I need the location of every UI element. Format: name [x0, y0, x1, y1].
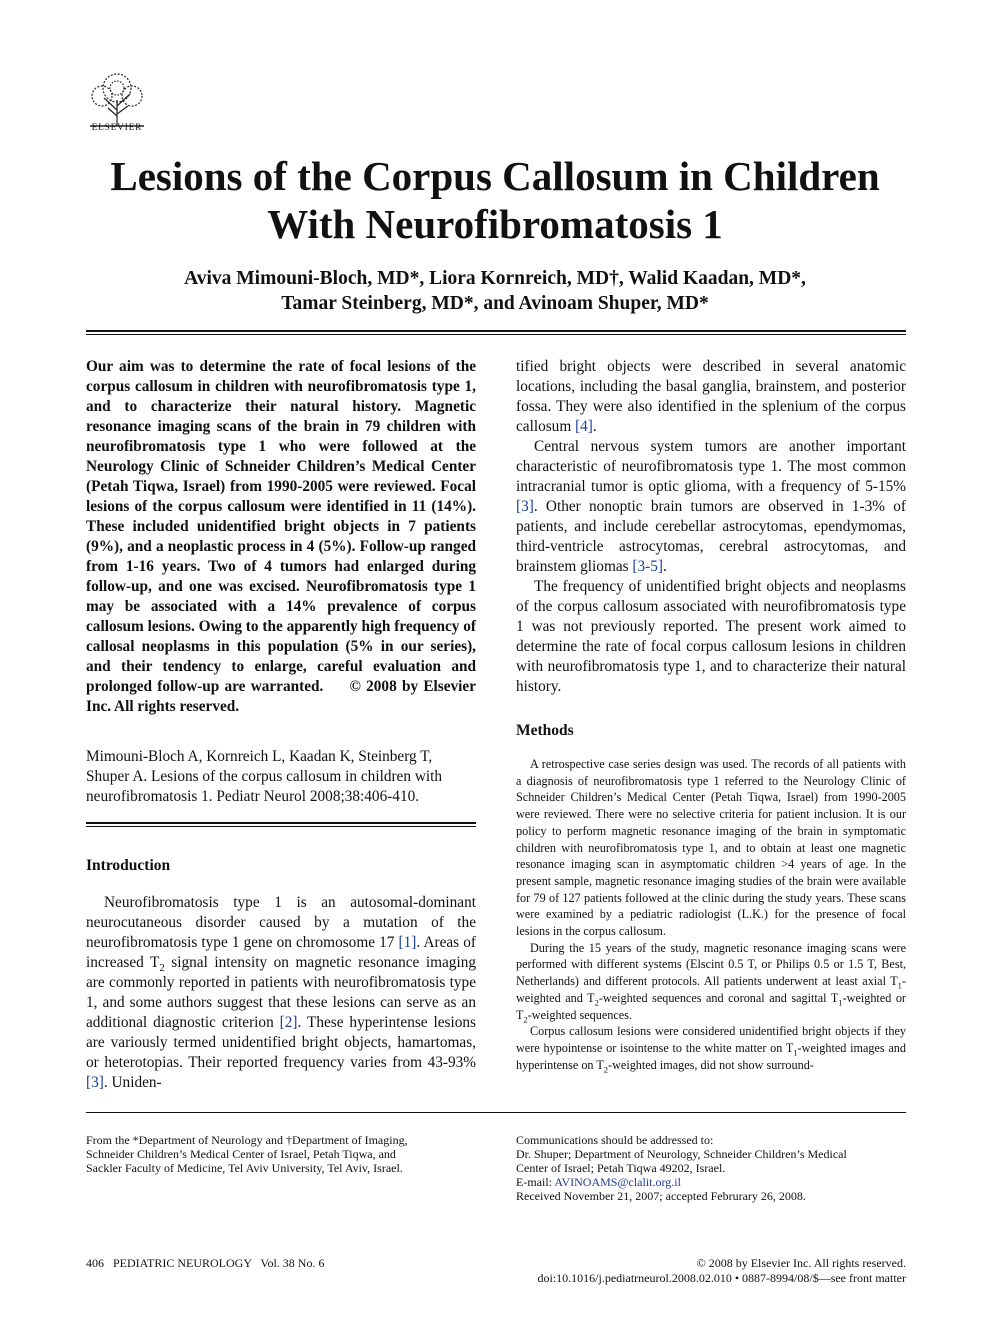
footer-journal: 406 PEDIATRIC NEUROLOGY Vol. 38 No. 6 — [86, 1256, 325, 1270]
author-list — [60, 266, 930, 316]
intro-text-e: . Uniden- — [103, 1074, 162, 1091]
header-rule-bottom — [86, 334, 906, 335]
ref-link-2[interactable]: [2] — [279, 1014, 298, 1031]
correspondence-line-1: Communications should be addressed to: — [516, 1133, 714, 1147]
methods-sub-5: 1 — [793, 1047, 798, 1058]
affiliation-line-3: Sackler Faculty of Medicine, Tel Aviv University, Tel Aviv, Israel. — [86, 1161, 403, 1175]
footer-right — [538, 1256, 906, 1286]
article-title — [60, 152, 930, 248]
introduction-heading: Introduction — [86, 857, 171, 874]
ref-link-4[interactable]: [4] — [575, 418, 593, 435]
citation-rule-bottom — [86, 826, 476, 827]
authors-line-1: Aviva Mimouni-Bloch, MD*, Liora Kornreich, MD†, Walid Kaadan, MD*, — [184, 268, 806, 289]
methods-p3-a: Corpus callosum lesions were considered unidentified bright objects if they were hypointense or isointense to the white matter on T — [516, 1024, 906, 1055]
methods-sub-1: 1 — [897, 980, 902, 991]
ref-link-3-5[interactable]: [3-5] — [632, 558, 664, 575]
right-p2-text-a: Central nervous system tumors are another important characteristic of neurofibromatosis type 1. The most common intracranial tumor is optic glioma, with a frequency of 5-15% — [516, 438, 906, 495]
methods-sub-4: 2 — [523, 1013, 528, 1024]
right-p1-end: . — [592, 418, 597, 435]
right-p2-text-b: . Other nonoptic brain tumors are observed in 1-3% of patients, and include cerebellar astrocytomas, ependymomas, third-ventricle astrocytomas, cerebral astrocytomas, and brainstem gliomas — [516, 498, 906, 575]
footnote-rule — [86, 1112, 906, 1113]
citation: Mimouni-Bloch A, Kornreich L, Kaadan K, Steinberg T, Shuper A. Lesions of the corpus callosum in children with neurofibromatosis 1. Pediatr Neurol 2008;38:406-410. — [86, 748, 443, 805]
affiliation-line-2: Schneider Children’s Medical Center of Israel, Petah Tiqwa, and — [86, 1147, 396, 1161]
methods-text — [516, 756, 906, 1073]
affiliation — [86, 1133, 486, 1175]
abstract — [86, 357, 476, 717]
ref-link-1[interactable]: [1] — [398, 934, 417, 951]
right-p1-text: tified bright objects were described in several anatomic locations, including the basal ganglia, brainstem, and posterior fossa. They were also identified in the splenium of the corpus callosum — [516, 358, 906, 435]
correspondence-line-3: Center of Israel; Petah Tiqwa 49202, Israel. — [516, 1161, 726, 1175]
intro-text-c: signal intensity on magnetic resonance imaging are commonly reported in patients with neurofibromatosis type 1, and some authors suggest that these lesions can serve as an additional diagnostic criterion — [86, 954, 476, 1031]
intro-subscript: 2 — [159, 962, 165, 975]
methods-p2-a: During the 15 years of the study, magnetic resonance imaging scans were performed with different systems (Elscint 0.5 T, or Philips 0.5 or 1.5 T, Best, Netherlands) and different protocols. All patients underwent at least axial T — [516, 940, 906, 989]
intro-text-b: . Areas of increased T — [86, 934, 476, 971]
received-dates: Received November 21, 2007; accepted Februrary 26, 2008. — [516, 1189, 806, 1203]
methods-sub-2: 2 — [594, 997, 599, 1008]
methods-sub-6: 2 — [603, 1064, 609, 1075]
right-p2-end: . — [663, 558, 667, 575]
citation-rule-top — [86, 822, 476, 824]
right-p3-text: The frequency of unidentified bright objects and neoplasms of the corpus callosum associated with neurofibromatosis type 1 was not previously reported. The present work aimed to determine the rate of focal corpus callosum lesions in children with neurofibromatosis type 1, and to characterize their natural history. — [516, 578, 906, 695]
methods-p3-b: -weighted images and hyperintense on T — [516, 1040, 906, 1072]
abstract-copyright: © 2008 by Elsevier Inc. All rights reserved. — [86, 678, 476, 715]
title-line-2: With Neurofibromatosis 1 — [267, 201, 723, 247]
methods-p3-c: -weighted images, did not show surround- — [608, 1057, 814, 1072]
methods-p2-d: -weighted or T — [516, 990, 906, 1022]
right-column-text — [516, 357, 906, 697]
affiliation-line-1: From the *Department of Neurology and †Department of Imaging, — [86, 1133, 408, 1147]
authors-line-2: Tamar Steinberg, MD*, and Avinoam Shuper, MD* — [281, 293, 709, 314]
methods-p2-e: -weighted sequences. — [527, 1007, 632, 1022]
correspondence — [516, 1133, 916, 1203]
header-rule-top — [86, 330, 906, 332]
footer-doi: doi:10.1016/j.pediatrneurol.2008.02.010 • 0887-8994/08/$—see front matter — [537, 1271, 906, 1285]
intro-text-d: . These hyperintense lesions are variously termed unidentified bright objects, hamartomas, or heterotopias. Their reported frequency varies from 43-93% — [86, 1014, 476, 1071]
introduction-text — [86, 893, 476, 1093]
methods-p2-b: -weighted and T — [516, 974, 906, 1005]
methods-p2-c: -weighted sequences and coronal and sagittal T — [598, 990, 839, 1005]
abstract-text: Our aim was to determine the rate of focal lesions of the corpus callosum in children with neurofibromatosis type 1, and to characterize their natural history. Magnetic resonance imaging scans of the brain in 79 children with neurofibromatosis type 1 who were followed at the Neurology Clinic of Schneider Children’s Medical Center (Petah Tiqwa, Israel) from 1990-2005 were reviewed. Focal lesions of the corpus callosum were identified in 11 (14%). These included unidentified bright objects in 7 patients (9%), and a neoplastic process in 4 (5%). Follow-up ranged from 1-16 years. Two of 4 tumors had enlarged during follow-up, and one was excised. Neurofibromatosis type 1 may be associated with a 14% prevalence of corpus callosum lesions. Owing to the apparently high frequency of callosal neoplasms in this population (5% in our series), and their tendency to enlarge, careful evaluation and prolonged follow-up are warranted. — [86, 358, 476, 695]
methods-heading: Methods — [516, 722, 574, 739]
methods-p1: A retrospective case series design was used. The records of all patients with a diagnosis of neurofibromatosis type 1 referred to the Neurology Clinic of Schneider Children’s Medical Center (Petah Tiqwa, Israel) from 1990-2005 were reviewed. There were no selective criteria for patient inclusion. It is our policy to perform magnetic resonance imaging of the brain in symptomatic children with neurofibromatosis type 1, and to obtain at least one magnetic resonance imaging scan in asymptomatic children >4 years of age. In the present sample, magnetic resonance imaging studies of the brain were available for 79 of 127 patients followed at the clinic during the study years. These scans were examined by a pediatric radiologist (L.K.) for the presence of focal lesions in the corpus callosum. — [516, 757, 906, 939]
ref-link-3b[interactable]: [3] — [516, 498, 534, 515]
ref-link-3[interactable]: [3] — [86, 1074, 104, 1091]
intro-text-a: Neurofibromatosis type 1 is an autosomal-dominant neurocutaneous disorder caused by a mutation of the neurofibromatosis type 1 gene on chromosome 17 — [86, 894, 476, 951]
correspondence-line-2: Dr. Shuper; Department of Neurology, Schneider Children’s Medical — [516, 1147, 847, 1161]
footer-copyright: © 2008 by Elsevier Inc. All rights reserved. — [696, 1256, 906, 1270]
email-link[interactable]: AVINOAMS@clalit.org.il — [554, 1175, 681, 1189]
publisher-logo-text: ELSEVIER — [91, 122, 143, 132]
title-line-1: Lesions of the Corpus Callosum in Children — [110, 153, 880, 199]
email-label: E-mail: — [516, 1175, 552, 1189]
methods-sub-3: 1 — [838, 997, 843, 1008]
